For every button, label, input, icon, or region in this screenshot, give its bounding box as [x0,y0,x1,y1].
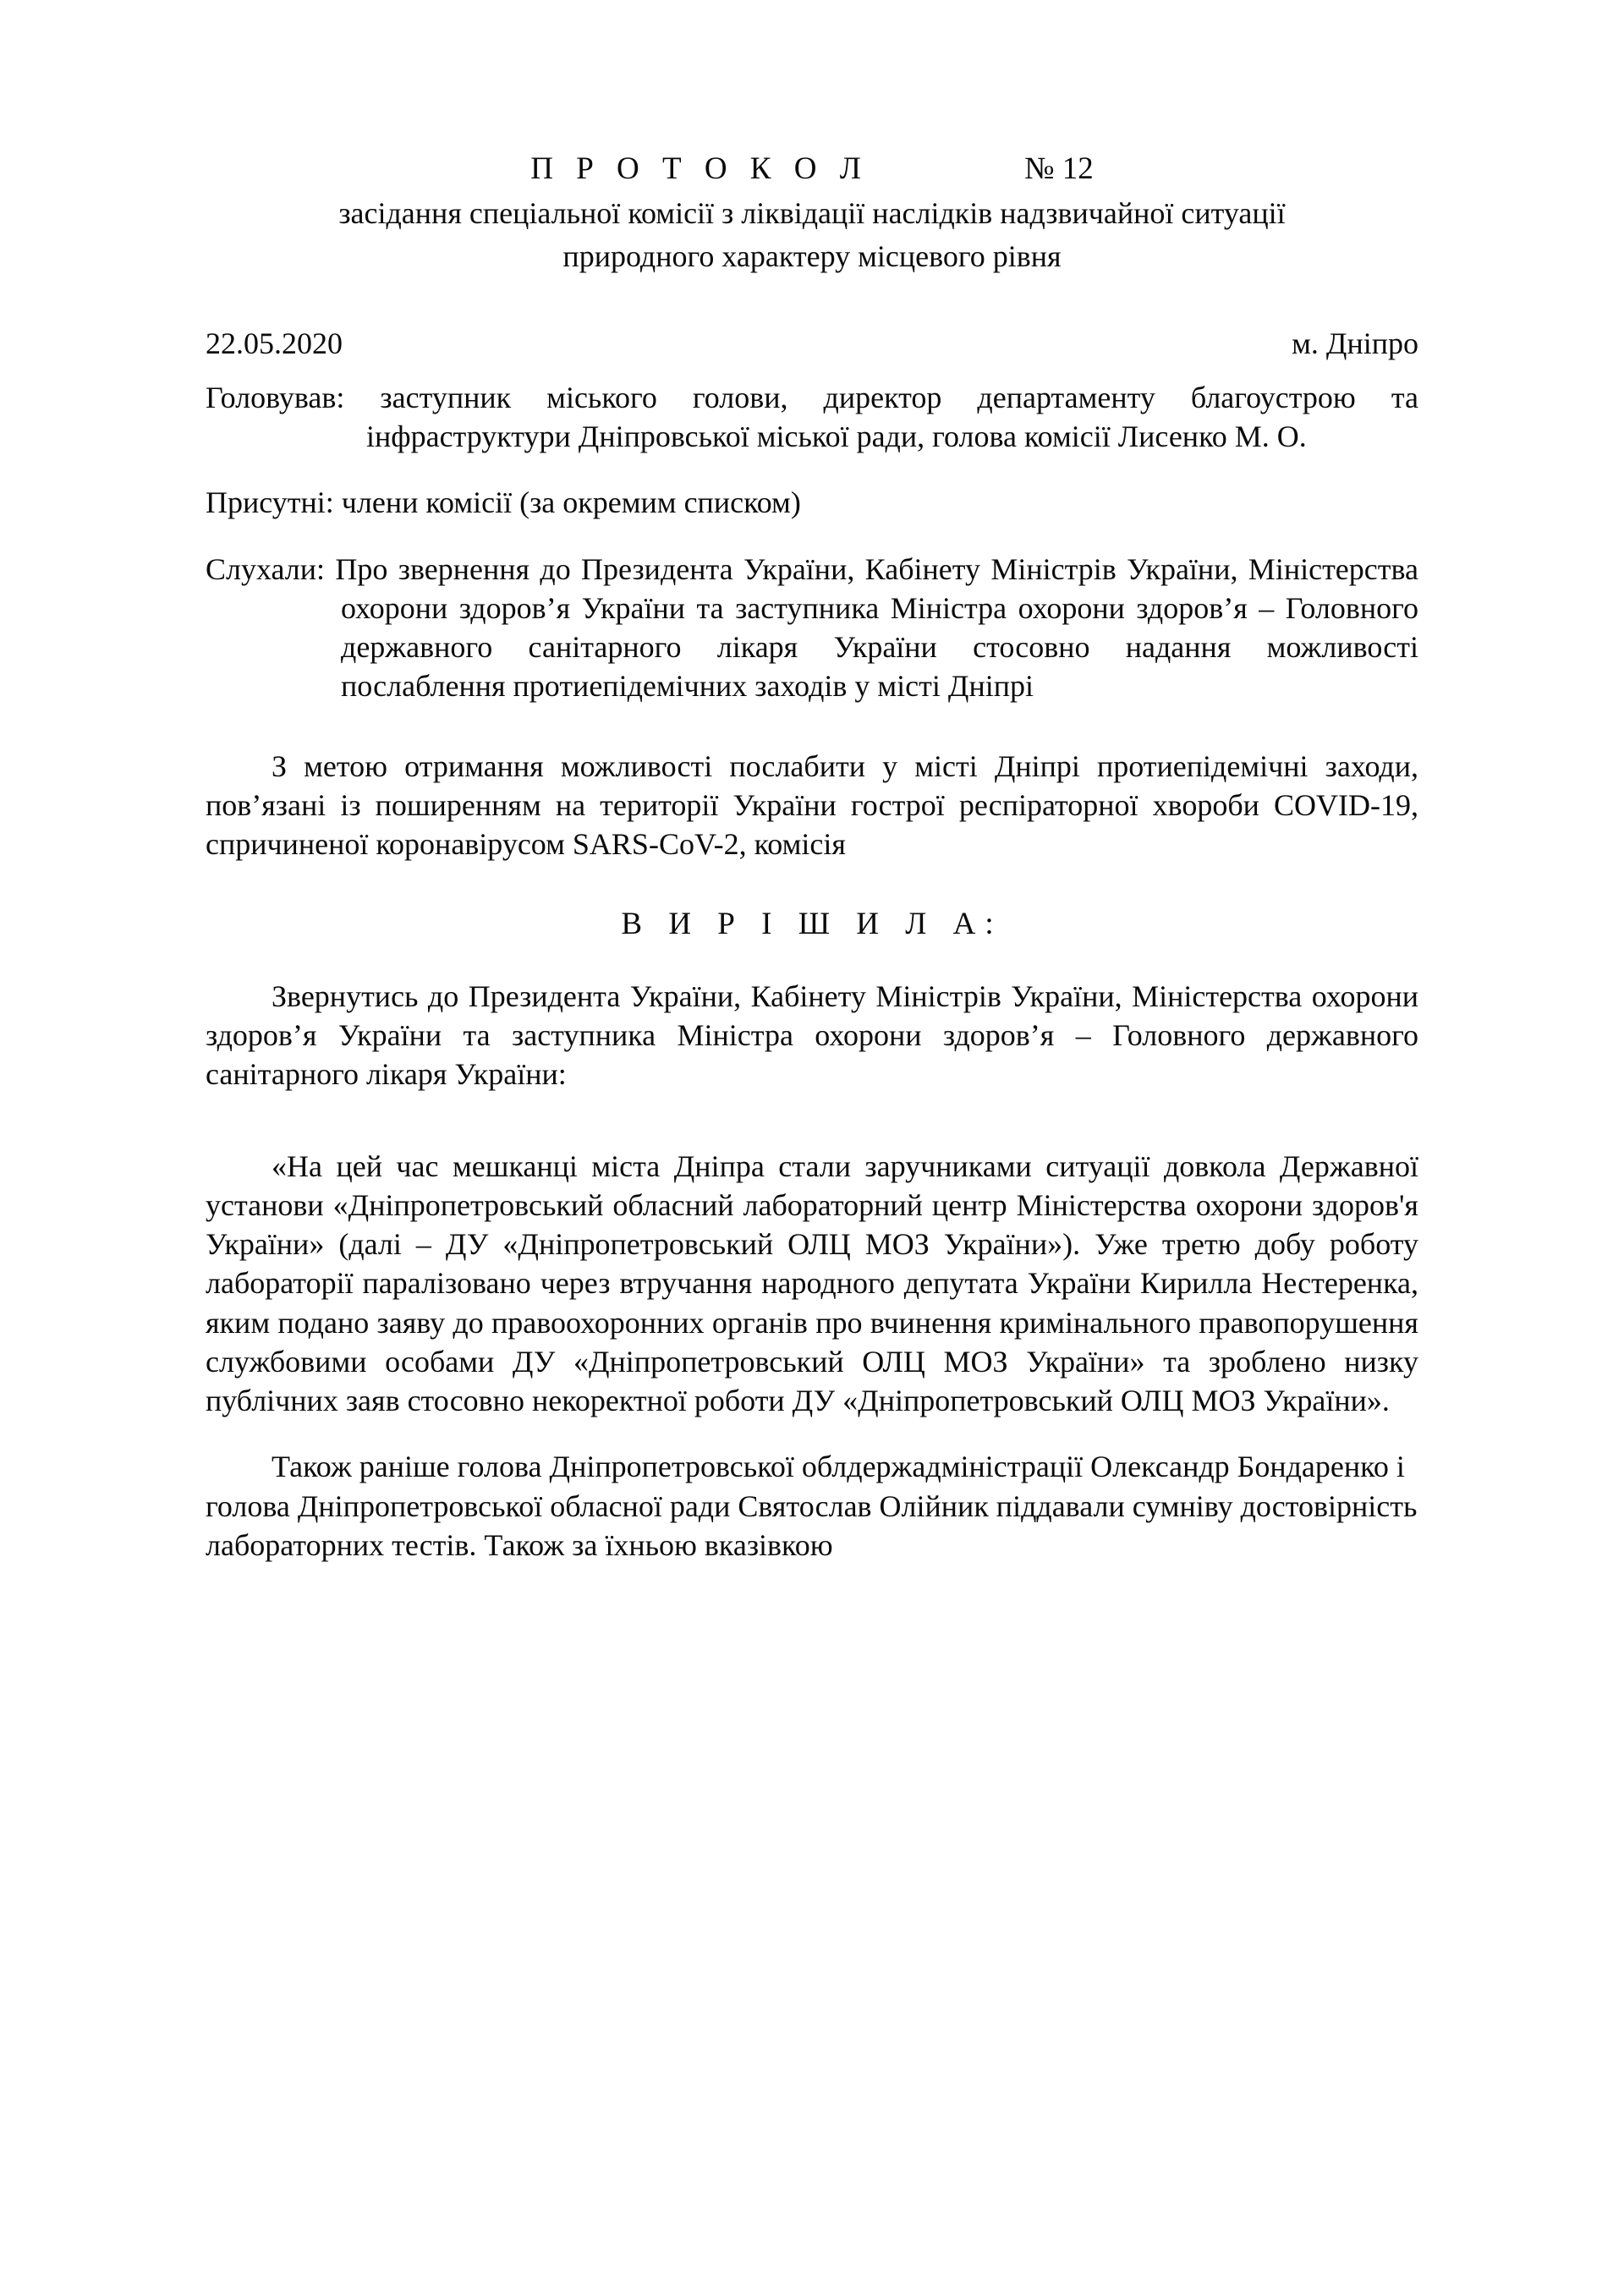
spacer [206,531,1418,550]
document-date: 22.05.2020 [206,326,343,360]
spacer [206,1428,1418,1447]
spacer [206,715,1418,747]
quote-paragraph-2: Також раніше голова Дніпропетровської облдержадміністрації Олександр Бондаренко і голова Дніпропетровської обласної ради Святослав Олійник піддавали сумніву достовірність лабораторних тестів. Також за їхньою вказівкою [206,1450,1418,1562]
document-title [206,148,1418,190]
attendees-paragraph: Присутні: члени комісії (за окремим списком) [206,485,801,520]
document-subtitle-line1: засідання спеціальної комісії з ліквідації наслідків надзвичайної ситуації [338,195,1286,230]
spacer [206,1103,1418,1147]
decision-intro-paragraph: Звернутись до Президента України, Кабінету Міністрів України, Міністерства охорони здоров’я України та заступника Міністра охорони здоров’я – Головного державного санітарного лікаря України: [206,979,1418,1092]
chaired-by-paragraph: Головував: заступник міського голови, директор департаменту благоустрою та інфраструктури Дніпровської міської ради, голова комісії Лисенко М. О. [206,380,1418,454]
spacer [206,464,1418,483]
agenda-paragraph: Слухали: Про звернення до Президента України, Кабінету Міністрів України, Міністерства охорони здоров’я України та заступника Міністра охорони здоров’я – Головного державного санітарного лікаря України стосовно надання можливості послаблення протиепідемічних заходів у місті Дніпрі [206,551,1418,704]
document-number: № 12 [1024,151,1094,186]
document-title-text: П Р О Т О К О Л [530,151,869,186]
spacer [206,945,1418,977]
title-block [206,148,1418,277]
document-body [206,148,1418,1565]
meta-row [206,324,1418,363]
preamble-paragraph: З метою отримання можливості послабити у місті Дніпрі протиепідемічні заходи, пов’язані із поширенням на території України гострої респіраторної хвороби COVID-19, спричиненої коронавірусом SARS-CoV-2, комісія [206,748,1418,862]
decision-heading: В И Р І Ш И Л А: [621,907,1003,942]
quote-paragraph-1: «На цей час мешканці міста Дніпра стали заручниками ситуації довкола Державної установи «Дніпропетровський обласний лабораторний центр Міністерства охорони здоров'я України» (далі – ДУ «Дніпропетровський ОЛЦ МОЗ України»). Уже третю добу роботу лабораторії паралізовано через втручання народного депутата України Кирилла Нестеренка, яким подано заяву до правоохоронних органів про вчинення кримінального правопорушення службовими особами ДУ «Дніпропетровський ОЛЦ МОЗ України» та зроблено низку публічних заяв стосовно некоректної роботи ДУ «Дніпропетровський ОЛЦ МОЗ України». [206,1148,1418,1418]
spacer [206,872,1418,904]
document-place: м. Дніпро [1292,326,1418,360]
document-subtitle-line2: природного характеру місцевого рівня [562,238,1062,273]
